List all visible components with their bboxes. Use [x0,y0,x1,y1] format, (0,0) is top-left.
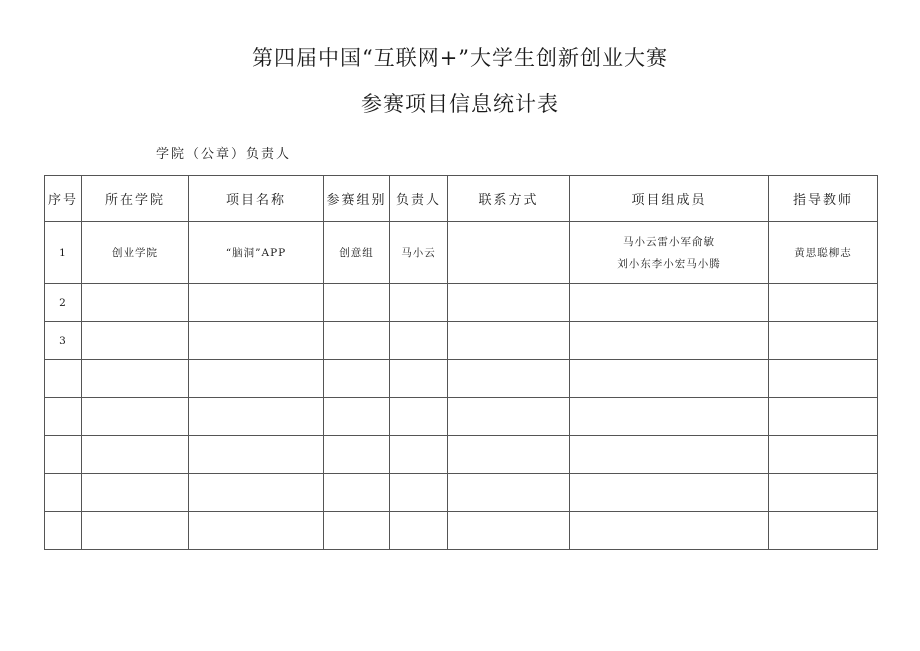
cell-leader [390,398,448,436]
cell-advisor [769,436,878,474]
table-row [45,360,878,398]
cell-project-name: “脑洞”APP [189,222,324,284]
table-row [45,474,878,512]
college-seal-leader-line: 学院（公章）负责人 [156,147,292,162]
member-line: 刘小东李小宏马小腾 [617,257,721,270]
cell-leader [390,360,448,398]
header-leader: 负责人 [390,176,448,222]
member-line: 马小云雷小军俞敏 [623,235,715,248]
header-advisor: 指导教师 [769,176,878,222]
cell-leader [390,322,448,360]
cell-serial-no [45,436,82,474]
cell-contact [448,398,570,436]
cell-college [82,474,189,512]
cell-project-name [189,512,324,550]
cell-serial-no [45,360,82,398]
cell-college [82,360,189,398]
cell-serial-no: 2 [45,284,82,322]
cell-project-name [189,436,324,474]
cell-college [82,436,189,474]
cell-serial-no: 1 [45,222,82,284]
table-body [45,222,878,550]
cell-advisor [769,284,878,322]
cell-advisor [769,398,878,436]
cell-group [324,360,390,398]
cell-college [82,322,189,360]
cell-advisor [769,322,878,360]
cell-leader: 马小云 [390,222,448,284]
cell-members [570,284,769,322]
cell-advisor [769,474,878,512]
header-members: 项目组成员 [570,176,769,222]
cell-advisor: 黄思聪柳志 [769,222,878,284]
cell-group [324,512,390,550]
cell-project-name [189,360,324,398]
cell-members [570,398,769,436]
cell-contact [448,474,570,512]
header-group: 参赛组别 [324,176,390,222]
cell-college: 创业学院 [82,222,189,284]
cell-project-name [189,284,324,322]
cell-contact [448,512,570,550]
table-row [45,398,878,436]
cell-leader [390,436,448,474]
table-header-row [45,176,878,222]
cell-group [324,322,390,360]
table-row [45,222,878,284]
cell-project-name [189,474,324,512]
table-row [45,436,878,474]
cell-members [570,222,769,284]
cell-group [324,398,390,436]
table-row [45,284,878,322]
project-info-table [44,175,878,550]
cell-college [82,398,189,436]
table-row [45,512,878,550]
cell-leader [390,284,448,322]
cell-contact [448,222,570,284]
cell-contact [448,322,570,360]
cell-contact [448,360,570,398]
cell-group [324,474,390,512]
cell-serial-no: 3 [45,322,82,360]
header-serial-no: 序号 [45,176,82,222]
cell-members [570,474,769,512]
cell-leader [390,512,448,550]
cell-group [324,284,390,322]
cell-college [82,512,189,550]
cell-project-name [189,398,324,436]
cell-advisor [769,512,878,550]
cell-serial-no [45,398,82,436]
cell-members [570,512,769,550]
cell-serial-no [45,512,82,550]
table-row [45,322,878,360]
document-title: 第四届中国“互联网+”大学生创新创业大赛 [251,46,669,70]
cell-group [324,436,390,474]
cell-college [82,284,189,322]
cell-members [570,360,769,398]
header-project-name: 项目名称 [189,176,324,222]
cell-advisor [769,360,878,398]
document-subtitle: 参赛项目信息统计表 [361,92,559,116]
cell-leader [390,474,448,512]
cell-contact [448,436,570,474]
cell-project-name [189,322,324,360]
cell-serial-no [45,474,82,512]
cell-members [570,322,769,360]
cell-group: 创意组 [324,222,390,284]
header-contact: 联系方式 [448,176,570,222]
cell-contact [448,284,570,322]
header-college: 所在学院 [82,176,189,222]
cell-members [570,436,769,474]
